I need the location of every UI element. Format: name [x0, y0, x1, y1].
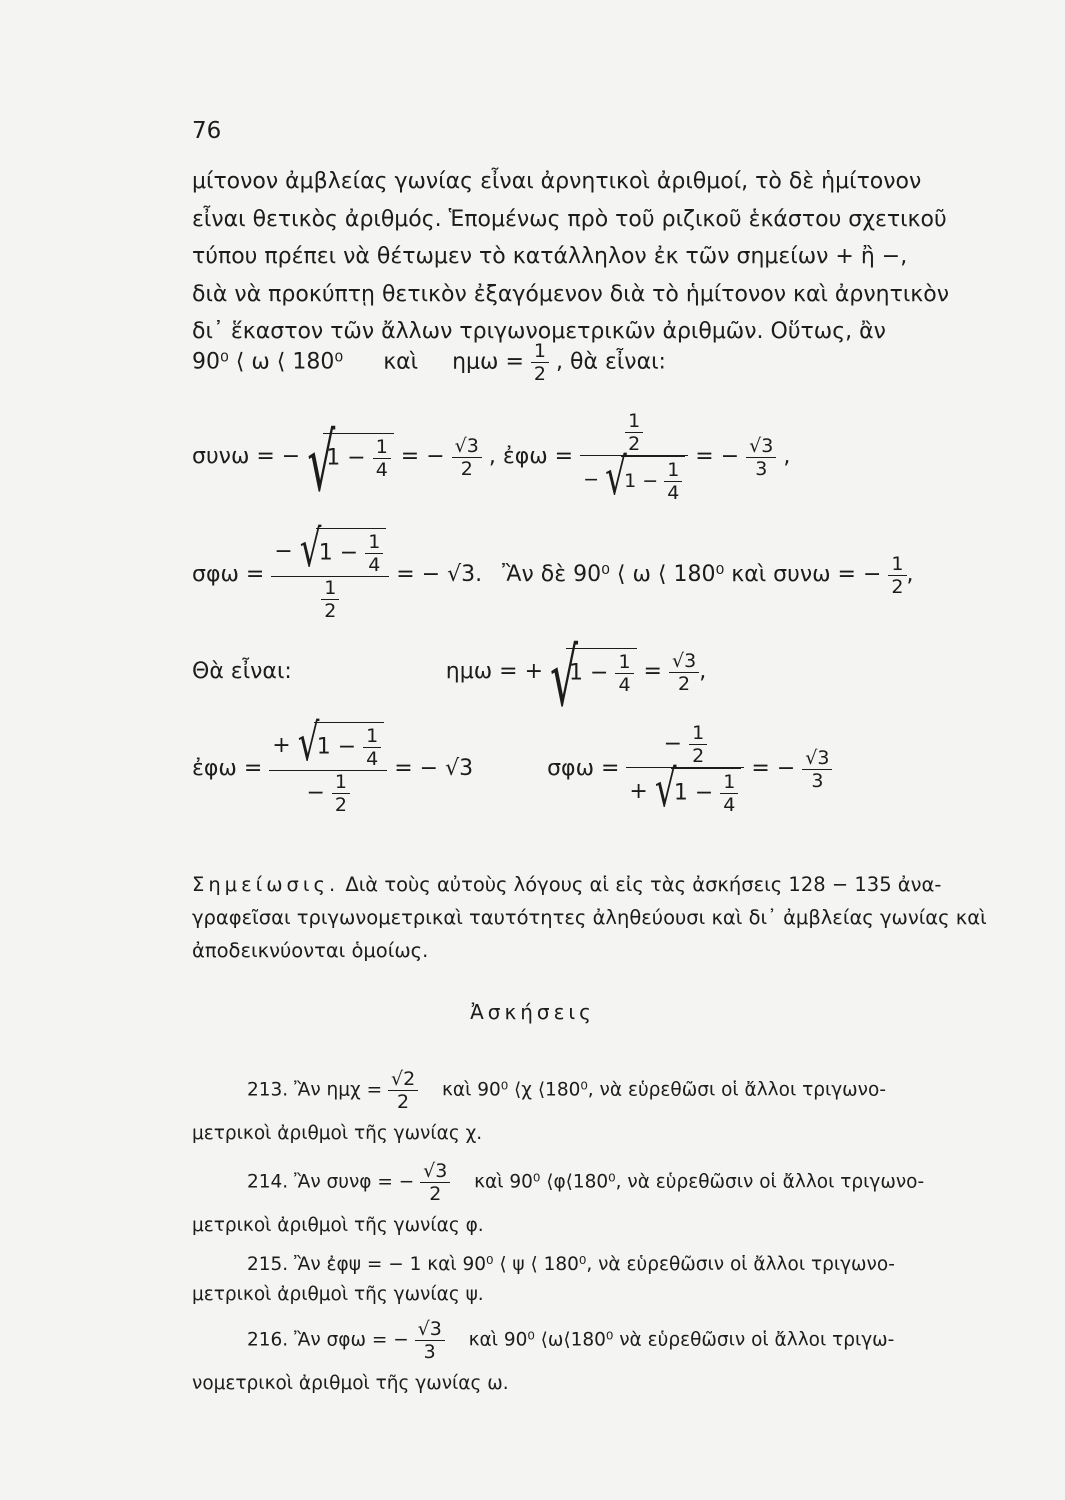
radicand-text: 1 − — [624, 470, 659, 492]
denominator: 2 — [628, 433, 641, 455]
denominator: 2 — [891, 575, 904, 598]
radicand: 3 — [684, 649, 697, 672]
numerator: √3 — [420, 1160, 450, 1183]
denominator: 2 — [533, 363, 546, 385]
remark-line — [192, 868, 1032, 901]
cotangent-result: = − √3. — [396, 562, 483, 587]
second-case-text: Ἂν δὲ 90⁰ ⟨ ω ⟨ 180⁰ καὶ συνω = − — [502, 562, 882, 587]
exercise-215 — [192, 1254, 1032, 1305]
numerator: 1 — [888, 553, 906, 576]
exercise-text: Ἂν ἐφψ = − 1 καὶ 90⁰ ⟨ ψ ⟨ 180⁰, νὰ εὑρεθῶσιν οἱ ἄλλοι τριγωνο- — [294, 1254, 895, 1275]
radicand-text: 1 − — [316, 734, 357, 760]
sqrt-expression — [654, 759, 742, 820]
numerator: 1 — [321, 577, 339, 600]
numerator: 1 — [689, 722, 707, 745]
numerator: 1 — [332, 771, 350, 794]
equals-sign: = — [643, 659, 662, 684]
comma: , — [699, 659, 707, 684]
fraction-tangent — [269, 713, 387, 816]
exercise-text: Ἂν συνφ = − — [294, 1171, 415, 1193]
exercise-text: Ἂν σφω = − — [294, 1329, 409, 1351]
will-be-label: Θὰ εἶναι: — [192, 659, 292, 684]
radical-icon: √ — [299, 519, 322, 580]
exercise-fraction — [388, 1068, 418, 1113]
numerator: 1 — [365, 531, 383, 554]
tangent-lhs: , ἐφω = — [488, 444, 574, 469]
radical-icon: √ — [605, 447, 627, 508]
cosine-lhs: συνω = − — [192, 444, 301, 469]
numerator: √3 — [669, 650, 699, 673]
plus-sign: + — [629, 779, 648, 804]
numerator: √3 — [415, 1318, 445, 1341]
exercise-number: 213. — [247, 1079, 289, 1101]
fraction-one-quarter — [664, 459, 682, 504]
radicand-text: 1 − — [326, 445, 366, 471]
radical-icon: √ — [297, 713, 320, 774]
comma: , — [783, 444, 791, 469]
exercise-line: μετρικοὶ ἀριθμοὶ τῆς γωνίας χ. — [192, 1123, 483, 1144]
exercise-fraction — [415, 1318, 445, 1363]
fraction-one-half — [531, 340, 549, 385]
denominator: 4 — [366, 748, 379, 770]
fraction-one-quarter — [720, 771, 738, 816]
fraction-one-quarter — [615, 651, 633, 696]
exercise-number: 216. — [247, 1329, 289, 1351]
exercise-text: Ἂν ημχ = — [294, 1079, 383, 1101]
denominator: 3 — [755, 457, 768, 480]
radicand-text: 1 − — [569, 660, 609, 686]
fraction-tangent — [580, 410, 688, 508]
denominator: 4 — [723, 794, 736, 816]
fraction-sqrt3-over-3 — [746, 435, 776, 480]
numerator: 1 — [664, 459, 682, 482]
cotangent-lhs: σφω = — [192, 562, 265, 587]
exercises-heading: Ἀσκήσεις — [470, 1000, 595, 1024]
denominator: 4 — [375, 459, 388, 481]
numerator: 1 — [531, 340, 549, 363]
remark-label: Σημείωσις. — [192, 873, 340, 896]
cotangent-lhs: σφω = — [547, 756, 620, 781]
fraction-cotangent — [626, 722, 744, 820]
minus-sign: − — [663, 731, 683, 757]
remark-text: Διὰ τοὺς αὐτοὺς λόγους αἱ εἰς τὰς ἀσκήσεις 128 − 135 ἀνα- — [345, 873, 942, 896]
numerator: √3 — [802, 747, 832, 770]
denominator: 2 — [334, 794, 348, 816]
fraction-one-quarter — [363, 725, 381, 770]
exercise-text: καὶ 90⁰ ⟨χ ⟨180⁰, νὰ εὑρεθῶσι οἱ ἄλλοι τριγωνο- — [441, 1079, 887, 1101]
angle-condition: 90⁰ ⟨ ω ⟨ 180⁰ — [192, 349, 344, 375]
exercise-line — [192, 1318, 1032, 1363]
exercise-text: καὶ 90⁰ ⟨φ⟨180⁰, νὰ εὑρεθῶσιν οἱ ἄλλοι τριγωνο- — [474, 1171, 925, 1193]
tangent-result: = − √3 — [394, 756, 474, 781]
equation-cotangent — [192, 519, 914, 622]
paragraph-line: διὰ νὰ προκύπτῃ θετικὸν ἐξαγόμενον διὰ τὸ ἡμίτονον καὶ ἀρνητικὸν — [192, 281, 950, 307]
sine-lhs: ημω = — [452, 349, 524, 375]
radicand: 3 — [817, 746, 830, 769]
exercise-line — [192, 1160, 1032, 1205]
equation-condition — [192, 340, 666, 385]
fraction-one-half — [888, 553, 906, 598]
denominator — [269, 771, 387, 816]
numerator — [626, 722, 744, 768]
radicand: 3 — [466, 434, 479, 457]
fraction-sqrt3-over-3 — [802, 747, 832, 792]
paragraph-line: τύπου πρέπει νὰ θέτωμεν τὸ κατάλληλον ἐκ τῶν σημείων + ἢ −, — [192, 244, 908, 269]
fraction-sqrt3-over-2 — [452, 435, 482, 480]
sqrt-expression — [605, 447, 685, 508]
exercise-213 — [192, 1068, 1032, 1144]
remark-line: γραφεῖσαι τριγωνομετρικαὶ ταυτότητες ἀληθεύουσι καὶ δι᾽ ἀμβλείας γωνίας καὶ — [192, 906, 987, 929]
fraction-one-quarter — [365, 531, 383, 576]
numerator: 1 — [373, 436, 391, 459]
equation-sine-second — [192, 632, 707, 725]
equation-tangent-cotangent-second — [192, 713, 832, 820]
denominator: 2 — [324, 600, 337, 622]
numerator: 1 — [615, 651, 633, 674]
tangent-lhs: ἐφω = — [192, 756, 263, 781]
denominator: 2 — [692, 745, 705, 767]
paragraph-line: δι᾽ ἕκαστον τῶν ἄλλων τριγωνομετρικῶν ἀριθμῶν. Οὕτως, ἂν — [192, 319, 886, 344]
exercise-number: 214. — [247, 1171, 289, 1193]
exercise-text: καὶ 90⁰ ⟨ω⟨180⁰ νὰ εὑρεθῶσιν οἱ ἄλλοι τριγω- — [468, 1329, 895, 1351]
sqrt-expression — [297, 713, 385, 774]
denominator — [626, 759, 744, 820]
denominator — [271, 577, 389, 622]
equals-minus: = − — [751, 756, 796, 781]
kai-word: καὶ — [383, 349, 419, 375]
numerator: 1 — [720, 771, 738, 794]
denominator: 2 — [397, 1091, 410, 1113]
fraction-one-quarter — [373, 436, 391, 481]
sine-lhs: ημω = + — [445, 659, 544, 684]
remark-note — [192, 868, 1032, 967]
denominator: 3 — [811, 769, 824, 792]
denominator: 4 — [618, 674, 631, 696]
fraction-one-half — [321, 577, 339, 622]
denominator: 2 — [460, 457, 473, 480]
radical-icon: √ — [550, 632, 579, 725]
remark-line: ἀποδεικνύονται ὁμοίως. — [192, 939, 429, 962]
then-text: , θὰ εἶναι: — [556, 349, 666, 375]
equation-cosine-tangent — [192, 410, 791, 510]
denominator: 4 — [667, 482, 680, 504]
equals-minus: = − — [400, 444, 445, 469]
exercise-214 — [192, 1160, 1032, 1236]
fraction-one-half — [689, 722, 707, 767]
radical-icon: √ — [307, 417, 336, 510]
sqrt-expression — [307, 417, 394, 510]
fraction-one-half — [625, 410, 643, 455]
exercise-line — [192, 1254, 1032, 1275]
comma: , — [906, 562, 914, 587]
fraction-sqrt3-over-2 — [669, 650, 699, 695]
exercise-number: 215. — [247, 1254, 289, 1275]
radicand: 3 — [761, 434, 774, 457]
denominator: 2 — [429, 1183, 442, 1205]
minus-sign: − — [583, 468, 600, 491]
numerator: 1 — [363, 725, 381, 748]
exercise-216 — [192, 1318, 1032, 1394]
minus-sign: − — [274, 539, 293, 564]
numerator: 1 — [625, 410, 643, 433]
exercise-line — [192, 1068, 1032, 1113]
radicand-text: 1 − — [318, 540, 359, 566]
denominator — [580, 447, 688, 508]
sqrt-expression — [550, 632, 637, 725]
paragraph-line: εἶναι θετικὸς ἀριθμός. Ἑπομένως πρὸ τοῦ ριζικοῦ ἑκάστου σχετικοῦ — [192, 206, 947, 232]
denominator: 4 — [368, 554, 381, 576]
numerator — [269, 713, 387, 774]
paragraph-line: μίτονον ἀμβλείας γωνίας εἶναι ἀρνητικοὶ ἀριθμοί, τὸ δὲ ἡμίτονον — [192, 169, 922, 194]
exercise-fraction — [420, 1160, 450, 1205]
fraction-cotangent — [271, 519, 389, 622]
radicand-text: 1 − — [673, 780, 714, 806]
fraction-one-half — [332, 771, 350, 816]
minus-sign: − — [306, 780, 325, 806]
sqrt-expression — [299, 519, 387, 580]
page-number: 76 — [192, 118, 222, 144]
numerator — [271, 519, 389, 580]
exercise-line: μετρικοὶ ἀριθμοὶ τῆς γωνίας ψ. — [192, 1284, 484, 1305]
numerator: √2 — [388, 1068, 418, 1091]
denominator: 3 — [423, 1341, 436, 1363]
radical-icon: √ — [654, 759, 677, 820]
intro-paragraph — [192, 163, 1022, 351]
plus-sign: + — [272, 733, 291, 758]
numerator: √3 — [746, 435, 776, 458]
exercise-line: μετρικοὶ ἀριθμοὶ τῆς γωνίας φ. — [192, 1215, 484, 1236]
exercise-line: νομετρικοὶ ἀριθμοὶ τῆς γωνίας ω. — [192, 1373, 509, 1394]
numerator: √3 — [452, 435, 482, 458]
equals-minus: = − — [695, 444, 740, 469]
numerator — [580, 410, 688, 456]
denominator: 2 — [678, 672, 691, 695]
